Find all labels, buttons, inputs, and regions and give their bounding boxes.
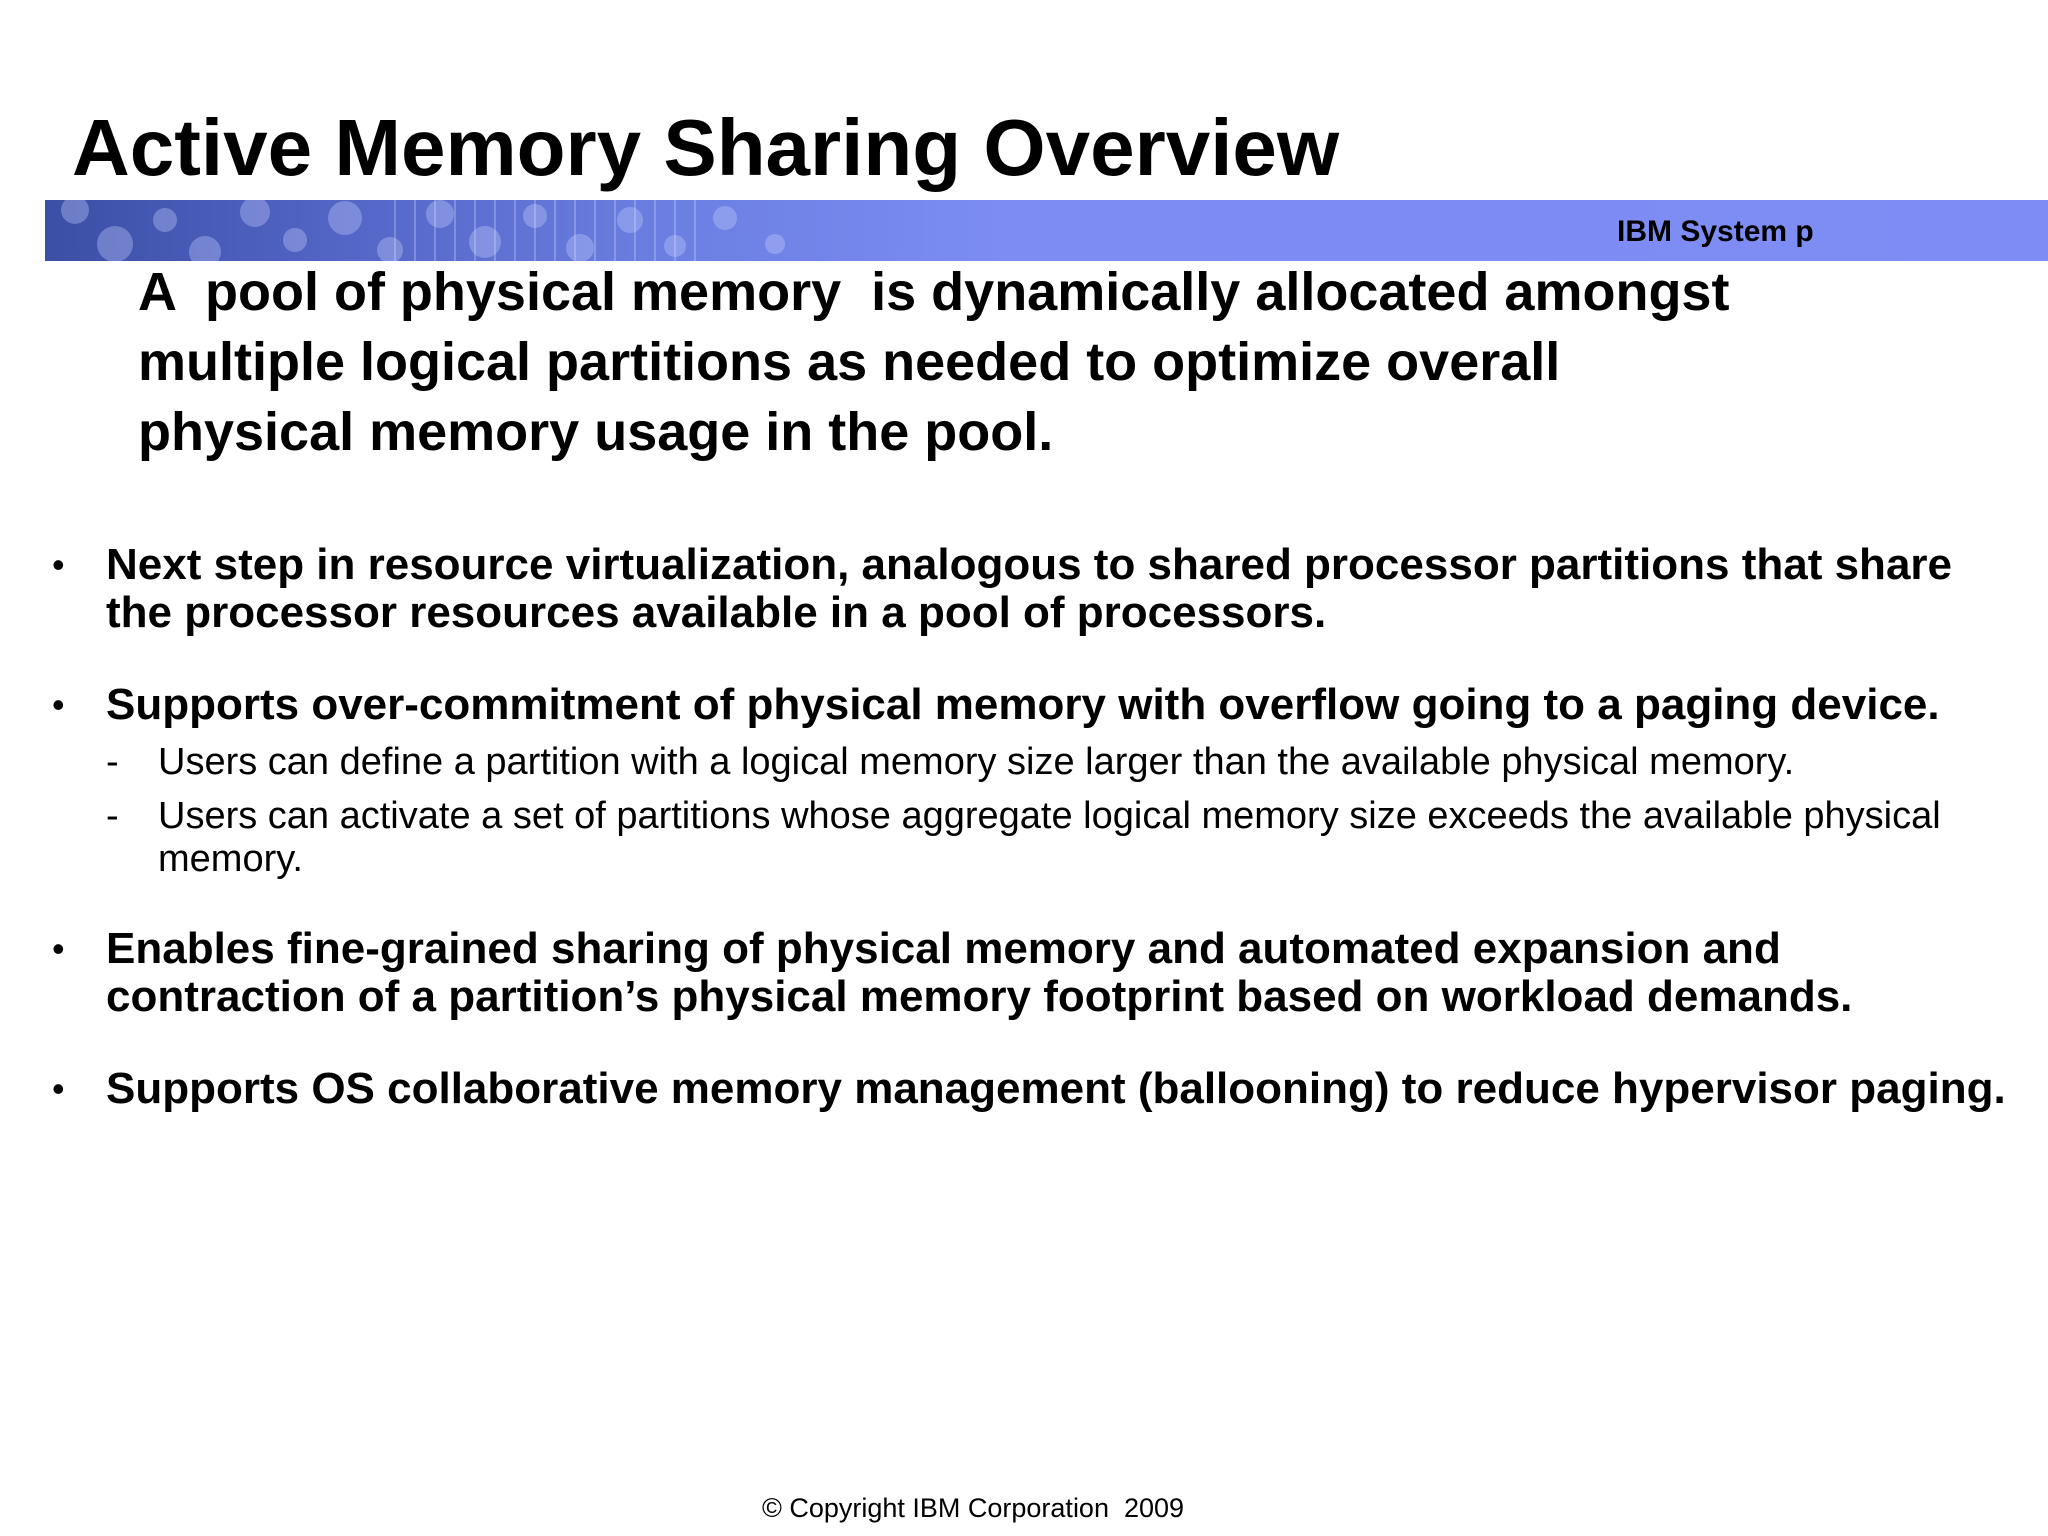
copyright-footer: © Copyright IBM Corporation 2009 [761, 1493, 1185, 1523]
banner-product-label: IBM System p [1617, 215, 1814, 248]
bullet-item [52, 681, 2012, 881]
sub-bullet-item [106, 741, 2012, 784]
bullet-text: Supports over-commitment of physical memory with overflow going to a paging device. [106, 680, 1940, 729]
bullet-text: Supports OS collaborative memory management (ballooning) to reduce hypervisor paging. [106, 1064, 2006, 1113]
sub-bullet-marker: - [106, 741, 119, 783]
lead-line: A pool of physical memory is dynamically allocated amongst [138, 262, 1730, 322]
lead-line: physical memory usage in the pool. [138, 402, 1054, 462]
banner-texture-graphic [45, 200, 945, 261]
bullet-item [52, 1065, 2012, 1113]
sub-bullet-text: Users can define a partition with a logical memory size larger than the available physical memory. [158, 741, 1795, 783]
bullet-text: Enables fine-grained sharing of physical memory and automated expansion and contraction of a partition’s physical memory footprint based on workload demands. [106, 924, 1853, 1021]
sub-bullet-text: Users can activate a set of partitions whose aggregate logical memory size exceeds the available physical memory. [158, 795, 1941, 880]
sub-bullet-item [106, 795, 2012, 881]
lead-statement [138, 257, 1958, 467]
bullet-item [52, 541, 2012, 637]
bullet-item [52, 925, 2012, 1021]
bullet-text: Next step in resource virtualization, analogous to shared processor partitions that share the processor resources available in a pool of processors. [106, 540, 1953, 637]
sub-bullet-marker: - [106, 795, 119, 837]
sub-bullet-list [106, 741, 2012, 881]
lead-line: multiple logical partitions as needed to optimize overall [138, 332, 1561, 392]
bullet-marker: • [52, 1068, 65, 1109]
bullet-list [52, 541, 2012, 1113]
bullet-marker: • [52, 544, 65, 585]
bullet-marker: • [52, 684, 65, 725]
slide-title: Active Memory Sharing Overview [72, 103, 1340, 192]
bullet-marker: • [52, 928, 65, 969]
